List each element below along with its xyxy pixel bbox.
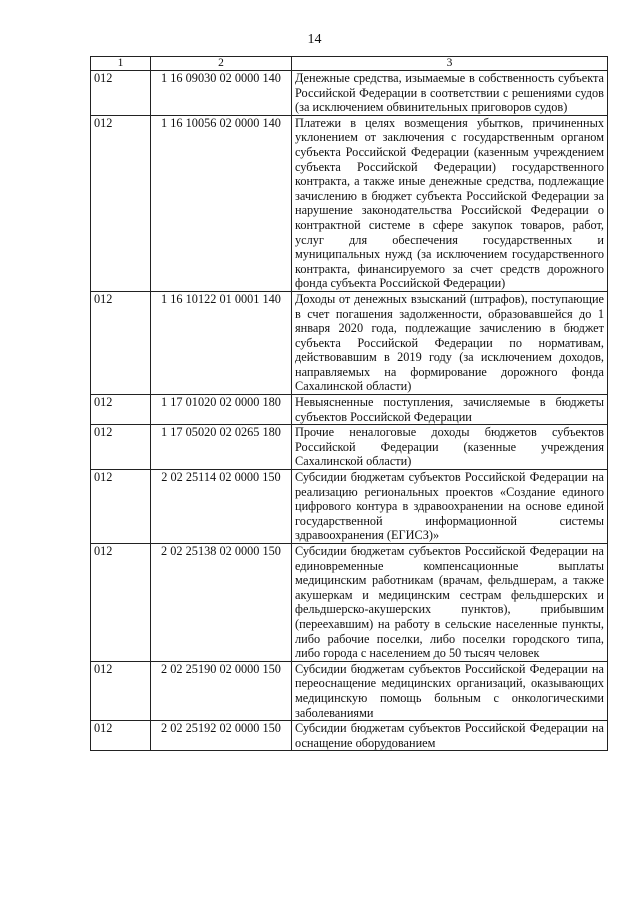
admin-code-cell: 012 [91, 544, 151, 662]
kbk-code-cell: 2 02 25192 02 0000 150 [151, 721, 292, 751]
kbk-code-cell: 1 16 10056 02 0000 140 [151, 115, 292, 291]
kbk-code-cell: 2 02 25138 02 0000 150 [151, 544, 292, 662]
table-header-row [91, 57, 608, 71]
kbk-code-cell: 2 02 25190 02 0000 150 [151, 661, 292, 720]
description-cell: Денежные средства, изымаемые в собственность субъекта Российской Федерации в соответствии с решениями судов (за исключением обвинительных приговоров судов) [292, 71, 608, 116]
kbk-code-cell: 1 16 10122 01 0001 140 [151, 291, 292, 394]
kbk-code-cell: 1 17 05020 02 0265 180 [151, 425, 292, 470]
kbk-code-cell: 2 02 25114 02 0000 150 [151, 470, 292, 544]
admin-code-cell: 012 [91, 661, 151, 720]
description-cell: Субсидии бюджетам субъектов Российской Федерации на переоснащение медицинских организаций, оказывающих медицинскую помощь больным с онкологическими заболеваниями [292, 661, 608, 720]
column-header-3: 3 [292, 57, 608, 71]
table-row [91, 291, 608, 394]
description-cell: Прочие неналоговые доходы бюджетов субъектов Российской Федерации (казенные учреждения Сахалинской области) [292, 425, 608, 470]
description-cell: Субсидии бюджетам субъектов Российской Федерации на единовременные компенсационные выплаты медицинским работникам (врачам, фельдшерам, а также акушеркам и медицинским сестрам фельдшерских и фельдшерско-акушерских пунктов), прибывшим (переехавшим) на работу в сельские населенные пункты, либо рабочие поселки, либо поселки городского типа, либо города с населением до 50 тысяч человек [292, 544, 608, 662]
admin-code-cell: 012 [91, 71, 151, 116]
admin-code-cell: 012 [91, 425, 151, 470]
description-cell: Доходы от денежных взысканий (штрафов), поступающие в счет погашения задолженности, образовавшейся до 1 января 2020 года, подлежащие зачислению в бюджет субъекта Российской Федерации по нормативам, действовавшим в 2019 году (за исключением доходов, направляемых на формирование дорожного фонда Сахалинской области) [292, 291, 608, 394]
table-row [91, 115, 608, 291]
table-row [91, 425, 608, 470]
admin-code-cell: 012 [91, 470, 151, 544]
table-row [91, 721, 608, 751]
page-number: 14 [307, 32, 322, 47]
description-cell: Невыясненные поступления, зачисляемые в бюджеты субъектов Российской Федерации [292, 395, 608, 425]
table-row [91, 661, 608, 720]
table-row [91, 71, 608, 116]
kbk-code-cell: 1 17 01020 02 0000 180 [151, 395, 292, 425]
admin-code-cell: 012 [91, 721, 151, 751]
kbk-code-cell: 1 16 09030 02 0000 140 [151, 71, 292, 116]
column-header-2: 2 [151, 57, 292, 71]
budget-classification-table [90, 56, 608, 751]
description-cell: Субсидии бюджетам субъектов Российской Федерации на оснащение оборудованием [292, 721, 608, 751]
table-row [91, 470, 608, 544]
table-row [91, 395, 608, 425]
admin-code-cell: 012 [91, 395, 151, 425]
table-row [91, 544, 608, 662]
admin-code-cell: 012 [91, 115, 151, 291]
admin-code-cell: 012 [91, 291, 151, 394]
column-header-1: 1 [91, 57, 151, 71]
description-cell: Субсидии бюджетам субъектов Российской Федерации на реализацию региональных проектов «Создание единого цифрового контура в здравоохранении на основе единой государственной информационной системы здравоохранения (ЕГИСЗ)» [292, 470, 608, 544]
description-cell: Платежи в целях возмещения убытков, причиненных уклонением от заключения с государственным органом субъекта Российской Федерации (казенным учреждением субъекта Российской Федерации) государственного контракта, а также иные денежные средства, подлежащие зачислению в бюджет субъекта Российской Федерации за нарушение законодательства Российской Федерации о контрактной системе в сфере закупок товаров, работ, услуг для обеспечения государственных и муниципальных нужд (за исключением государственного контракта, финансируемого за счет средств дорожного фонда субъекта Российской Федерации) [292, 115, 608, 291]
